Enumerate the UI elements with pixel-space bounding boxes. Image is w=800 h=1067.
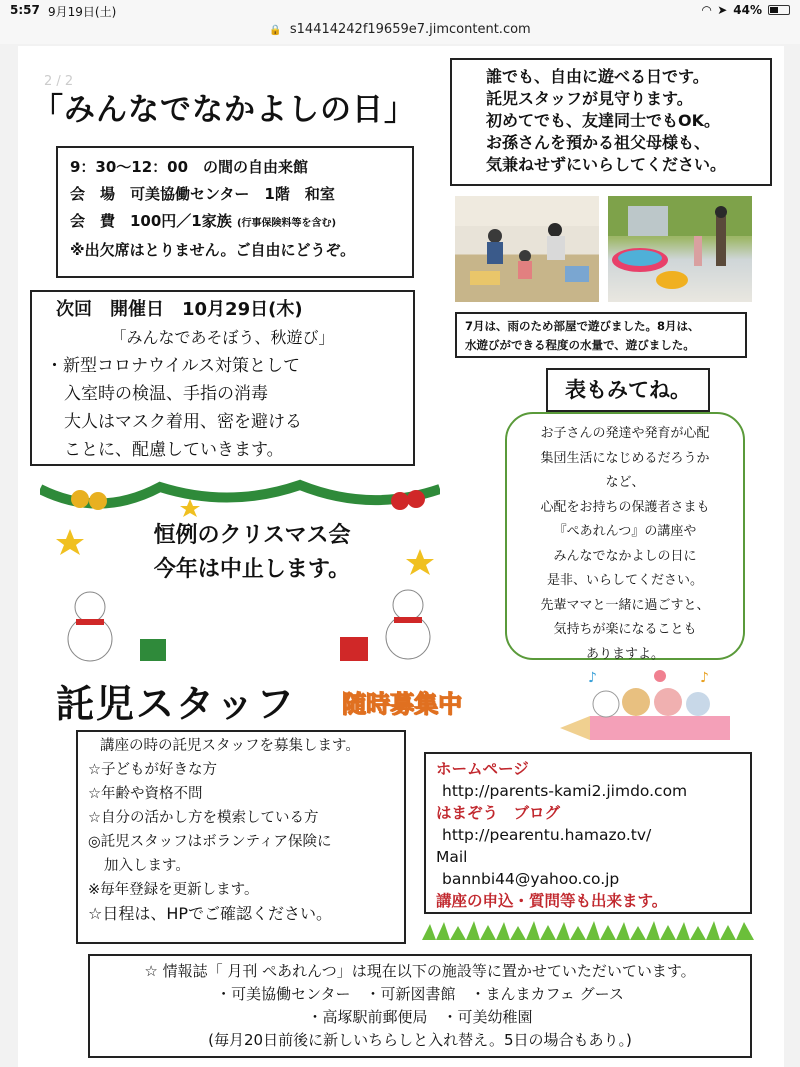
distribution-box	[88, 954, 752, 1058]
message-bubble	[505, 412, 745, 660]
photo-caption	[455, 312, 747, 358]
staff-line: ☆子どもが好きな方	[88, 762, 217, 778]
location-icon: ➤	[717, 3, 728, 17]
photo-indoor-play	[455, 196, 599, 302]
staff-line: ◎託児スタッフはボランティア保険に	[88, 834, 332, 850]
bubble-line: 先輩ママと一緒に過ごすと、	[540, 597, 710, 613]
homepage-label: ホームページ	[436, 760, 529, 778]
bubble-line: 気持ちが楽になることも	[553, 622, 697, 637]
christmas-line: 今年は中止します。	[153, 557, 351, 582]
bubble-line: 心配をお持ちの保護者さまも	[540, 499, 710, 515]
info-time: 9：30～12：00 の間の自由来館	[70, 158, 309, 176]
battery-icon	[768, 5, 790, 15]
lock-icon: 🔒	[269, 25, 282, 36]
welcome-line: 気兼ねせずにいらしてください。	[486, 155, 727, 174]
welcome-line: 託児スタッフが見守ります。	[486, 89, 693, 108]
mail-link[interactable]: bannbi44@yahoo.co.jp	[442, 870, 620, 888]
distribution-line: ・高塚駅前郵便局 ・可美幼稚園	[307, 1008, 533, 1026]
next-event-box	[30, 290, 415, 466]
bubble-line: など、	[605, 475, 645, 490]
outdoor-photo-illustration	[608, 196, 752, 302]
next-event-heading: 次回 開催日 10月29日(木)	[56, 299, 303, 320]
staff-line: ☆日程は、HPでご確認ください。	[88, 904, 333, 923]
info-fee: 会 費 100円／1家族 (行事保険料等を含む)	[70, 212, 337, 230]
bubble-line: 集団生活になじめるだろうか	[540, 450, 710, 466]
battery-percent: 44%	[733, 3, 762, 17]
next-event-line: 大人はマスク着用、密を避ける	[64, 412, 302, 432]
next-event-line: ことに、配慮していきます。	[64, 440, 284, 460]
staff-line: 加入します。	[104, 858, 190, 874]
see-front-box: 表もみてね。	[546, 368, 710, 412]
welcome-line: 初めてでも、友達同士でもOK。	[486, 111, 721, 130]
wifi-icon: ◠	[701, 3, 712, 17]
contact-box	[424, 752, 752, 914]
status-bar	[0, 0, 800, 22]
staff-line: 講座の時の託児スタッフを募集します。	[100, 738, 360, 754]
next-event-line: 入室時の検温、手指の消毒	[64, 384, 268, 404]
info-attendance: ※出欠席はとりません。ご自由にどうぞ。	[70, 241, 356, 259]
flyer-page	[18, 46, 784, 1067]
status-date: 9月19日(土)	[48, 5, 117, 19]
page-number: 2 / 2	[44, 74, 74, 89]
bubble-line: お子さんの発達や発育が心配	[540, 426, 710, 441]
caption-line: 7月は、雨のため部屋で遊びました。8月は、	[465, 319, 700, 333]
grass-decoration	[422, 918, 754, 940]
bubble-line: みんなでなかよしの日に	[553, 548, 697, 564]
contact-note: 講座の申込・質問等も出来ます。	[436, 892, 668, 910]
bubble-line: 『ぺあれんつ』の講座や	[553, 524, 697, 539]
mail-label: Mail	[436, 848, 468, 866]
url-bar[interactable]	[0, 22, 800, 44]
caption-line: 水遊びができる程度の水量で、遊びました。	[465, 338, 695, 352]
event-info-box	[56, 146, 414, 278]
welcome-line: お孫さんを預かる祖父母様も、	[486, 133, 711, 152]
staff-recruit-label: 随時募集中	[342, 690, 462, 718]
staff-line: ※毎年登録を更新します。	[88, 882, 259, 898]
next-event-subtitle: 「みんなであそぼう、秋遊び」	[110, 328, 335, 347]
blog-link[interactable]: http://pearentu.hamazo.tv/	[442, 826, 652, 844]
staff-line: ☆自分の活かし方を模索している方	[88, 810, 319, 826]
christmas-line: 恒例のクリスマス会	[153, 523, 351, 548]
distribution-line: ☆ 情報誌「 月刊 ぺあれんつ」は現在以下の施設等に置かせていただいています。	[144, 962, 696, 980]
distribution-line: ・可美協働センター ・可新図書館 ・まんまカフェ グース	[216, 985, 624, 1003]
staff-heading: 託児スタッフ	[56, 682, 297, 726]
svg-text:♪: ♪	[700, 670, 709, 686]
homepage-link[interactable]: http://parents-kami2.jimdo.com	[442, 782, 688, 800]
welcome-line: 誰でも、自由に遊べる日です。	[486, 67, 709, 86]
animals-pencil-decoration	[560, 668, 730, 746]
welcome-box	[450, 58, 772, 186]
info-fee-note: (行事保険料等を含む)	[236, 218, 337, 229]
status-time: 5:57	[10, 3, 40, 17]
next-event-line: ・新型コロナウイルス対策として	[46, 356, 300, 376]
bubble-line: ありますよ。	[585, 646, 664, 662]
bubble-line: 是非、いらしてください。	[546, 573, 703, 588]
staff-line: ☆年齢や資格不問	[88, 786, 203, 802]
christmas-text	[112, 519, 392, 587]
indoor-photo-illustration	[455, 196, 599, 302]
svg-text:♪: ♪	[588, 670, 597, 686]
info-venue: 会 場 可美協働センター 1階 和室	[70, 185, 335, 203]
url-text: s14414242f19659e7.jimcontent.com	[289, 22, 531, 37]
christmas-notice	[40, 479, 440, 665]
photo-water-play	[608, 196, 752, 302]
distribution-line: (毎月20日前後に新しいちらしと入れ替え。5日の場合もあり。)	[208, 1031, 632, 1049]
page-title: 「みんなでなかよしの日」	[32, 92, 416, 128]
status-indicators	[702, 3, 790, 17]
blog-label: はまぞう ブログ	[436, 804, 561, 822]
staff-recruit-box	[76, 730, 406, 944]
